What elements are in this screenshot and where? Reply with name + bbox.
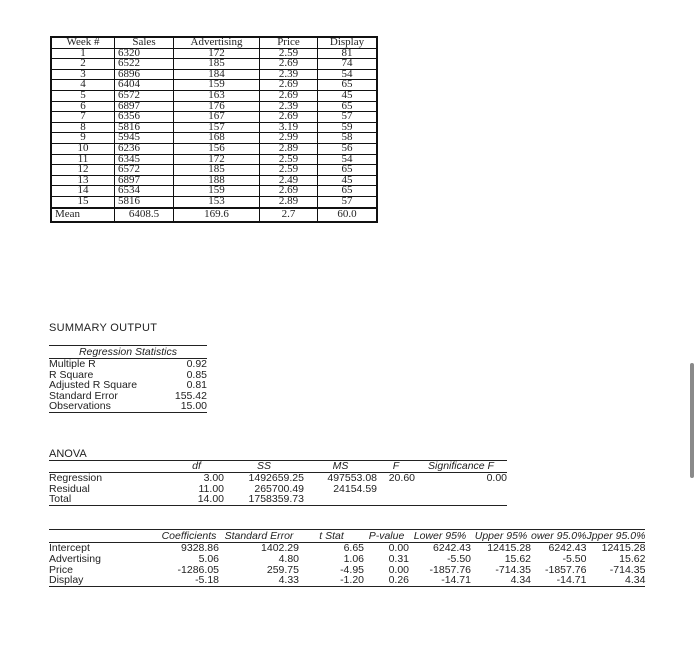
coefficients-cell: 1.06 — [343, 552, 364, 565]
regression-stat-label: Adjusted R Square — [49, 379, 138, 392]
regression-stat-value: 155.42 — [174, 389, 207, 402]
data-table-cell: 57 — [318, 196, 378, 207]
data-table-cell: 159 — [174, 80, 260, 91]
data-table-cell: 57 — [318, 112, 378, 123]
data-table-cell: 6320 — [115, 48, 174, 59]
data-table-cell: 8 — [51, 122, 115, 133]
data-table-cell: 74 — [318, 59, 378, 70]
data-table-mean-cell: 169.6 — [174, 208, 260, 222]
data-table-cell: 6345 — [115, 154, 174, 165]
data-table-cell: 56 — [318, 143, 378, 154]
anova-cell — [415, 494, 507, 505]
coefficients-cell: 12415.28 — [601, 542, 646, 554]
coefficients-cell: -4.95 — [340, 563, 364, 576]
anova-cell: 497553.08 — [327, 472, 377, 484]
coefficients-cell: -1.20 — [299, 575, 364, 586]
coefficients-cell: 4.33 — [219, 575, 299, 586]
data-table-cell: 54 — [318, 69, 378, 80]
coefficients-header-cell: P-value — [364, 530, 409, 543]
data-table-header-cell: Price — [260, 37, 318, 48]
coefficients-cell: 0.00 — [388, 563, 409, 576]
regression-stat-label: Observations — [49, 401, 169, 412]
data-table-cell: 6896 — [115, 69, 174, 80]
anova-cell — [377, 484, 415, 495]
data-table-mean-cell: 2.7 — [260, 208, 318, 222]
regression-statistics-table — [49, 345, 207, 413]
anova-cell: 0.00 — [486, 472, 507, 484]
data-table-cell: 5816 — [115, 196, 174, 207]
coefficients-cell: 259.75 — [266, 563, 299, 576]
coefficients-cell: 4.34 — [586, 575, 645, 586]
coefficients-cell: -14.71 — [531, 575, 586, 586]
coefficients-cell: -5.50 — [447, 552, 471, 565]
anova-cell: Residual — [49, 482, 90, 495]
data-table-body — [51, 48, 377, 221]
coefficients-cell: -1857.76 — [429, 563, 471, 576]
anova-header-cell: Significance F — [415, 461, 507, 473]
data-table-cell: 65 — [318, 101, 378, 112]
anova-row — [49, 494, 507, 505]
anova-header-cell — [49, 461, 169, 473]
data-table-cell: 184 — [174, 69, 260, 80]
summary-title: SUMMARY OUTPUT — [49, 322, 158, 334]
data-table-cell: 163 — [174, 90, 260, 101]
data-table-cell: 156 — [174, 143, 260, 154]
coefficients-cell: 5.06 — [198, 552, 219, 565]
data-table-cell: 2.89 — [260, 143, 318, 154]
data-table-cell: 13 — [51, 175, 115, 186]
data-table-cell: 6522 — [115, 59, 174, 70]
anova-cell — [304, 494, 377, 505]
data-table-cell: 2.39 — [260, 69, 318, 80]
data-table-cell: 2.59 — [260, 154, 318, 165]
data-table-cell: 167 — [174, 112, 260, 123]
regression-stat-row — [49, 359, 207, 370]
coefficients-header-row — [49, 530, 645, 543]
coefficients-header-cell: ower 95.0% — [531, 529, 587, 542]
anova-cell — [377, 494, 415, 505]
regression-stat-value: 0.92 — [186, 358, 207, 370]
coefficients-table — [49, 529, 645, 587]
coefficients-cell: -714.35 — [609, 563, 646, 576]
regression-stat-row — [49, 401, 207, 412]
anova-cell — [415, 484, 507, 495]
coefficients-row — [49, 554, 645, 565]
coefficients-header-cell: Lower 95% — [409, 530, 471, 543]
anova-table — [49, 460, 507, 506]
anova-row — [49, 473, 507, 484]
coefficients-header-cell: Standard Error — [219, 530, 299, 543]
data-table-cell: 185 — [174, 59, 260, 70]
coefficients-cell: 15.62 — [619, 552, 646, 565]
data-table-cell: 2.39 — [260, 101, 318, 112]
data-table-header-cell: Week # — [51, 37, 115, 48]
anova-cell: 265700.49 — [254, 482, 304, 495]
data-table-cell: 2.69 — [260, 90, 318, 101]
data-table-cell: 5 — [51, 90, 115, 101]
regression-stat-value: 0.81 — [186, 379, 207, 392]
coefficients-header-cell: Jpper 95.0% — [586, 529, 646, 542]
data-table-cell: 7 — [51, 112, 115, 123]
data-table-cell: 168 — [174, 133, 260, 144]
data-table-cell: 6404 — [115, 80, 174, 91]
data-table-cell: 2.69 — [260, 80, 318, 91]
anova-cell: 1492659.25 — [248, 472, 304, 484]
anova-cell: Regression — [49, 472, 103, 484]
data-table-cell: 2.59 — [260, 48, 318, 59]
data-table-cell: 6897 — [115, 175, 174, 186]
data-table-cell: 2.49 — [260, 175, 318, 186]
regression-stat-value: 0.85 — [186, 368, 207, 381]
coefficients-header-cell: t Stat — [299, 530, 364, 543]
coefficients-cell: -5.50 — [562, 552, 587, 565]
coefficients-cell: -1857.76 — [545, 563, 587, 576]
anova-header-row — [49, 461, 507, 473]
coefficients-cell: 0.00 — [388, 542, 409, 554]
coefficients-cell: -5.18 — [159, 575, 219, 586]
coefficients-cell: 4.80 — [278, 552, 299, 565]
anova-header-cell: F — [377, 461, 415, 473]
coefficients-cell: -14.71 — [409, 575, 471, 586]
data-table-cell: 2.99 — [260, 133, 318, 144]
coefficients-cell: 0.26 — [364, 575, 409, 586]
coefficients-header-cell: Coefficients — [159, 530, 219, 543]
data-table-cell: 14 — [51, 186, 115, 197]
data-table-header-cell: Display — [318, 37, 378, 48]
anova-header-cell: df — [169, 461, 224, 473]
data-table-cell: 65 — [318, 165, 378, 176]
data-table-cell: 58 — [318, 133, 378, 144]
anova-header-cell: MS — [304, 461, 377, 473]
data-table-cell: 172 — [174, 48, 260, 59]
data-table-cell: 2.89 — [260, 196, 318, 207]
data-table-cell: 59 — [318, 122, 378, 133]
coefficients-header-cell — [49, 530, 159, 543]
data-table-mean-row — [51, 208, 377, 222]
anova-cell: 11.00 — [198, 482, 224, 495]
data-table-cell: 5816 — [115, 122, 174, 133]
data-table-cell: 12 — [51, 165, 115, 176]
coefficients-cell: 12415.28 — [487, 542, 531, 554]
data-table-cell: 2.59 — [260, 165, 318, 176]
data-table-cell: 185 — [174, 165, 260, 176]
data-table-mean-cell: 60.0 — [318, 208, 378, 222]
data-table-cell: 188 — [174, 175, 260, 186]
coefficients-cell: 6242.43 — [548, 542, 587, 554]
coefficients-cell: 9328.86 — [181, 542, 219, 554]
data-table-cell: 54 — [318, 154, 378, 165]
data-table-cell: 6897 — [115, 101, 174, 112]
anova-cell: 14.00 — [169, 494, 224, 505]
data-table-cell: 3 — [51, 69, 115, 80]
regression-statistics-header: Regression Statistics — [49, 346, 207, 359]
coefficients-header-cell: Upper 95% — [471, 530, 531, 543]
data-table-cell: 159 — [174, 186, 260, 197]
data-table-cell: 4 — [51, 80, 115, 91]
data-table-cell: 3.19 — [260, 122, 318, 133]
coefficients-cell: Price — [49, 563, 73, 576]
regression-stat-label: Standard Error — [49, 389, 118, 402]
data-table-cell: 11 — [51, 154, 115, 165]
coefficients-cell: -714.35 — [495, 563, 531, 576]
anova-cell: 3.00 — [203, 472, 224, 484]
anova-cell: 1758359.73 — [224, 494, 304, 505]
coefficients-cell: 15.62 — [504, 552, 531, 565]
vertical-scrollbar[interactable] — [690, 363, 694, 478]
anova-title: ANOVA — [49, 448, 87, 460]
regression-stat-label: R Square — [49, 368, 94, 381]
data-table-cell: 1 — [51, 48, 115, 59]
coefficients-cell: Intercept — [49, 542, 90, 554]
data-table-mean-cell: Mean — [51, 208, 115, 222]
data-table — [50, 36, 378, 223]
data-table-cell: 2.69 — [260, 186, 318, 197]
data-table-cell: 6356 — [115, 112, 174, 123]
data-table-row — [51, 196, 377, 207]
coefficients-cell: 6.65 — [343, 542, 364, 554]
data-table-cell: 6236 — [115, 143, 174, 154]
data-table-cell: 153 — [174, 196, 260, 207]
data-table-cell: 6572 — [115, 90, 174, 101]
coefficients-cell: 0.31 — [388, 552, 409, 565]
anova-cell: 24154.59 — [333, 482, 377, 495]
data-table-cell: 9 — [51, 133, 115, 144]
data-table-cell: 2 — [51, 59, 115, 70]
anova-header-cell: SS — [224, 461, 304, 473]
data-table-cell: 6534 — [115, 186, 174, 197]
coefficients-row — [49, 575, 645, 586]
coefficients-cell: -1286.05 — [177, 563, 219, 576]
coefficients-cell: 1402.29 — [261, 542, 299, 554]
regression-stat-label: Multiple R — [49, 358, 96, 370]
coefficients-cell: Display — [49, 575, 159, 586]
anova-cell: 20.60 — [388, 472, 415, 484]
data-table-cell: 176 — [174, 101, 260, 112]
data-table-cell: 10 — [51, 143, 115, 154]
regression-stat-value: 15.00 — [169, 401, 207, 412]
data-table-header-cell: Advertising — [174, 37, 260, 48]
data-table-mean-cell: 6408.5 — [115, 208, 174, 222]
data-table-cell: 157 — [174, 122, 260, 133]
data-table-cell: 172 — [174, 154, 260, 165]
data-table-cell: 2.69 — [260, 112, 318, 123]
data-table-cell: 45 — [318, 90, 378, 101]
data-table-cell: 45 — [318, 175, 378, 186]
coefficients-cell: 4.34 — [471, 575, 531, 586]
data-table-cell: 2.69 — [260, 59, 318, 70]
data-table-cell: 6572 — [115, 165, 174, 176]
data-table-cell: 6 — [51, 101, 115, 112]
data-table-cell: 15 — [51, 196, 115, 207]
data-table-cell: 65 — [318, 80, 378, 91]
data-table-cell: 65 — [318, 186, 378, 197]
data-table-cell: 5945 — [115, 133, 174, 144]
data-table-header-cell: Sales — [115, 37, 174, 48]
coefficients-cell: Advertising — [49, 552, 101, 565]
coefficients-cell: 6242.43 — [433, 542, 471, 554]
anova-cell: Total — [49, 494, 169, 505]
data-table-cell: 81 — [318, 48, 378, 59]
